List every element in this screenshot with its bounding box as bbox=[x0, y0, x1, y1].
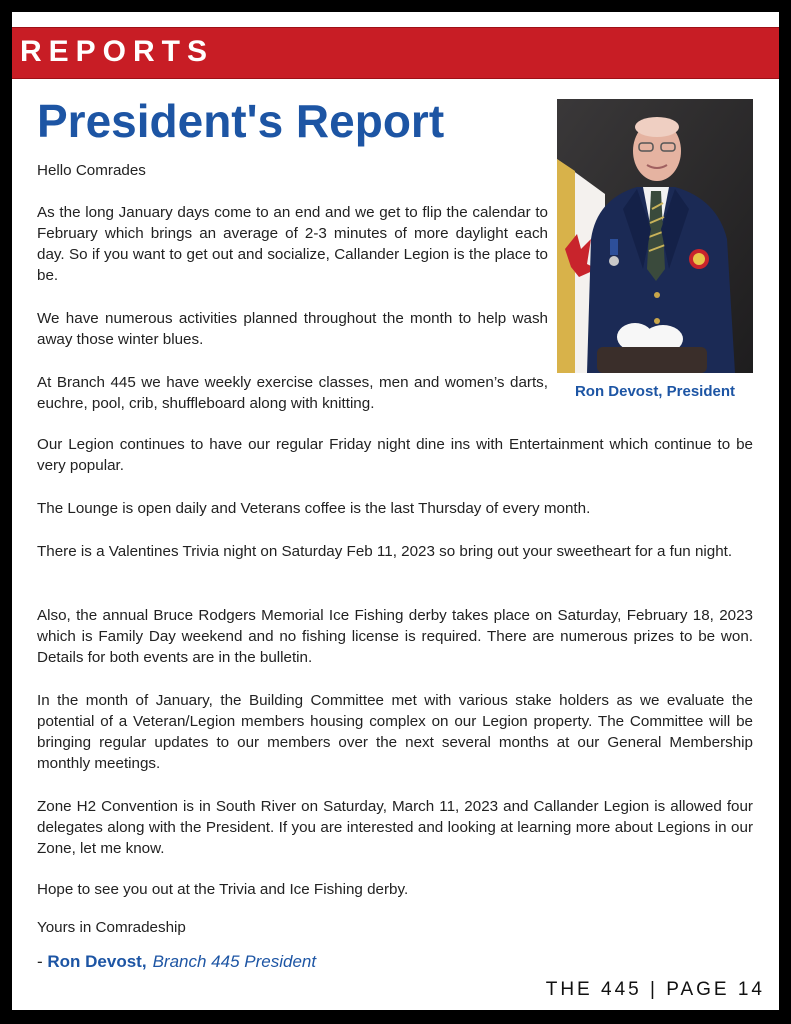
president-portrait-image bbox=[557, 99, 753, 373]
signature-name: Ron Devost, bbox=[47, 952, 147, 971]
section-banner-label: REPORTS bbox=[20, 35, 215, 68]
page-footer: THE 445 | PAGE 14 bbox=[545, 979, 765, 1000]
section-banner bbox=[12, 27, 779, 79]
body-paragraph: As the long January days come to an end and we get to flip the calendar to February which brings an average of 2-3 minutes of more daylight each day. So if you want to get out and socialize, Callander Legion is the place to be. bbox=[37, 204, 548, 284]
body-paragraph: In the month of January, the Building Committee met with various stake holders as we evaluate the potential of a Veteran/Legion members housing complex on our Legion property. The Committee will be bringing regular updates to our members over the next several months at our General Membership monthly meetings. bbox=[37, 692, 753, 772]
body-paragraph: There is a Valentines Trivia night on Saturday Feb 11, 2023 so bring out your sweetheart for a fun night. bbox=[37, 543, 733, 560]
body-paragraph: Hope to see you out at the Trivia and Ice Fishing derby. bbox=[37, 881, 409, 898]
body-paragraph: Our Legion continues to have our regular Friday night dine ins with Entertainment which continue to be very popular. bbox=[37, 436, 753, 474]
body-paragraph: The Lounge is open daily and Veterans coffee is the last Thursday of every month. bbox=[37, 500, 591, 517]
newsletter-page bbox=[12, 12, 779, 1010]
signature-title: Branch 445 President bbox=[152, 952, 317, 971]
body-paragraph: Zone H2 Convention is in South River on Saturday, March 11, 2023 and Callander Legion is allowed four delegates along with the President. If you are interested and looking at learning more about Legions in our Zone, let me know. bbox=[37, 798, 753, 857]
body-paragraph: At Branch 445 we have weekly exercise classes, men and women’s darts, euchre, pool, crib, shuffleboard along with knitting. bbox=[37, 374, 548, 412]
body-paragraph: Also, the annual Bruce Rodgers Memorial Ice Fishing derby takes place on Saturday, February 18, 2023 which is Family Day weekend and no fishing license is required. There are numerous prizes to be won. Details for both events are in the bulletin. bbox=[37, 607, 753, 666]
signature bbox=[37, 952, 316, 972]
photo-caption: Ron Devost, President bbox=[574, 383, 736, 400]
greeting-paragraph: Hello Comrades bbox=[37, 162, 146, 179]
body-paragraph: We have numerous activities planned throughout the month to help wash away those winter blues. bbox=[37, 310, 548, 348]
page-title: President's Report bbox=[37, 95, 445, 147]
president-photo bbox=[557, 99, 753, 373]
closing-paragraph: Yours in Comradeship bbox=[37, 919, 186, 936]
signature-dash: - bbox=[37, 952, 48, 971]
